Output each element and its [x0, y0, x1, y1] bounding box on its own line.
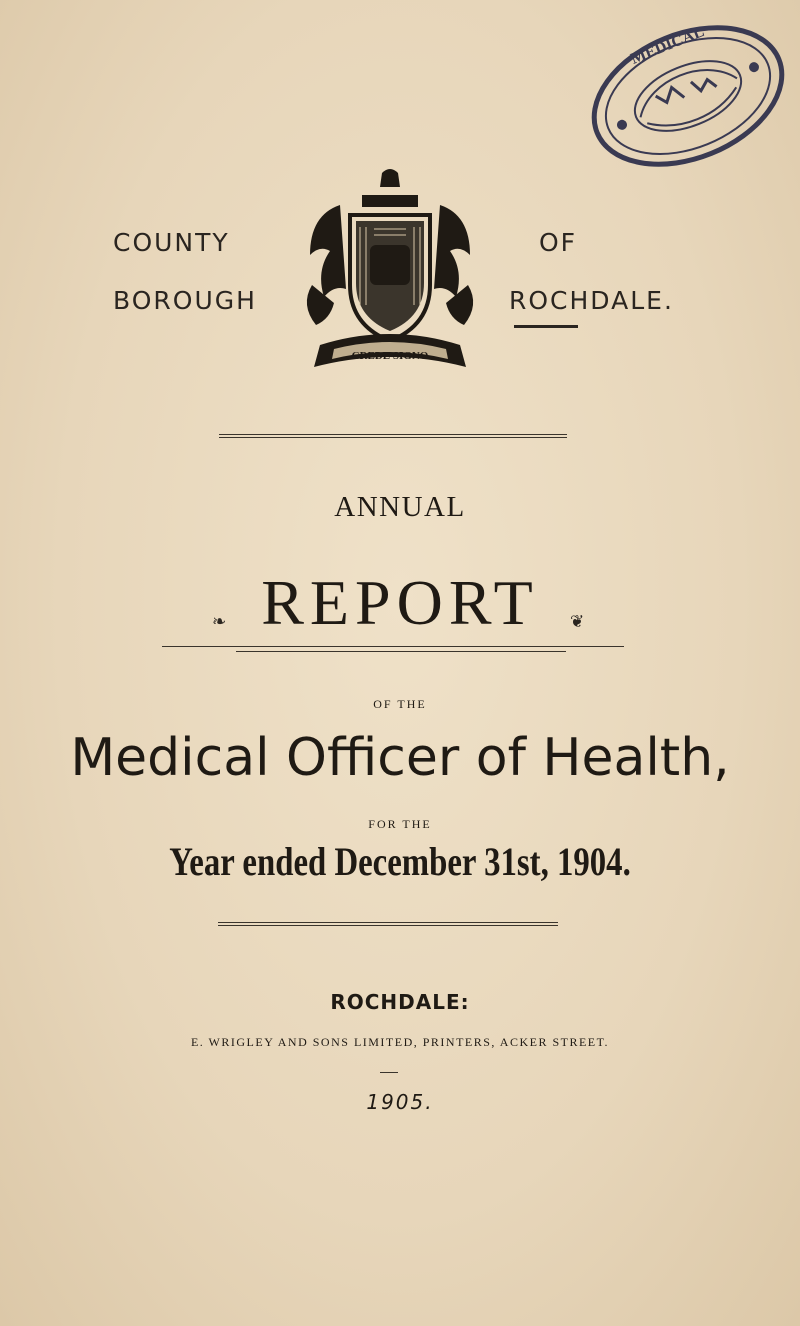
imprint-printer: E. WRIGLEY AND SONS LIMITED, PRINTERS, ACKER STREET. [190, 1035, 610, 1049]
period-title: Year ended December 31st, 1904. [169, 839, 631, 884]
left-fleuron-icon: ❧ [212, 612, 227, 631]
rochdale-underline [514, 325, 578, 328]
borough-label: BOROUGH [113, 286, 257, 315]
for-the-text: FOR THE [368, 817, 432, 831]
imprint-divider [380, 1072, 398, 1073]
bottom-double-rule [218, 922, 558, 926]
coat-of-arms-icon [290, 165, 490, 385]
stamp-text: MEDICAL [628, 23, 707, 68]
of-the-text: OF THE [373, 697, 427, 711]
report-underline-rule [162, 646, 624, 647]
publication-year: 1905. [366, 1090, 434, 1114]
right-fleuron-icon: ❦ [570, 612, 585, 631]
top-double-rule [219, 434, 567, 438]
report-heading: REPORT [261, 567, 539, 638]
annual-heading: ANNUAL [334, 491, 466, 523]
report-underline-rule-short [236, 651, 566, 652]
svg-text:CREDE SIGNO: CREDE SIGNO [351, 350, 429, 362]
county-label: COUNTY [113, 228, 230, 257]
library-stamp-icon [578, 6, 798, 186]
of-label: OF [539, 228, 578, 257]
rochdale-label: ROCHDALE. [509, 286, 674, 315]
officer-title: Medical Officer of Health, [70, 728, 730, 788]
imprint-place: ROCHDALE: [330, 990, 470, 1014]
